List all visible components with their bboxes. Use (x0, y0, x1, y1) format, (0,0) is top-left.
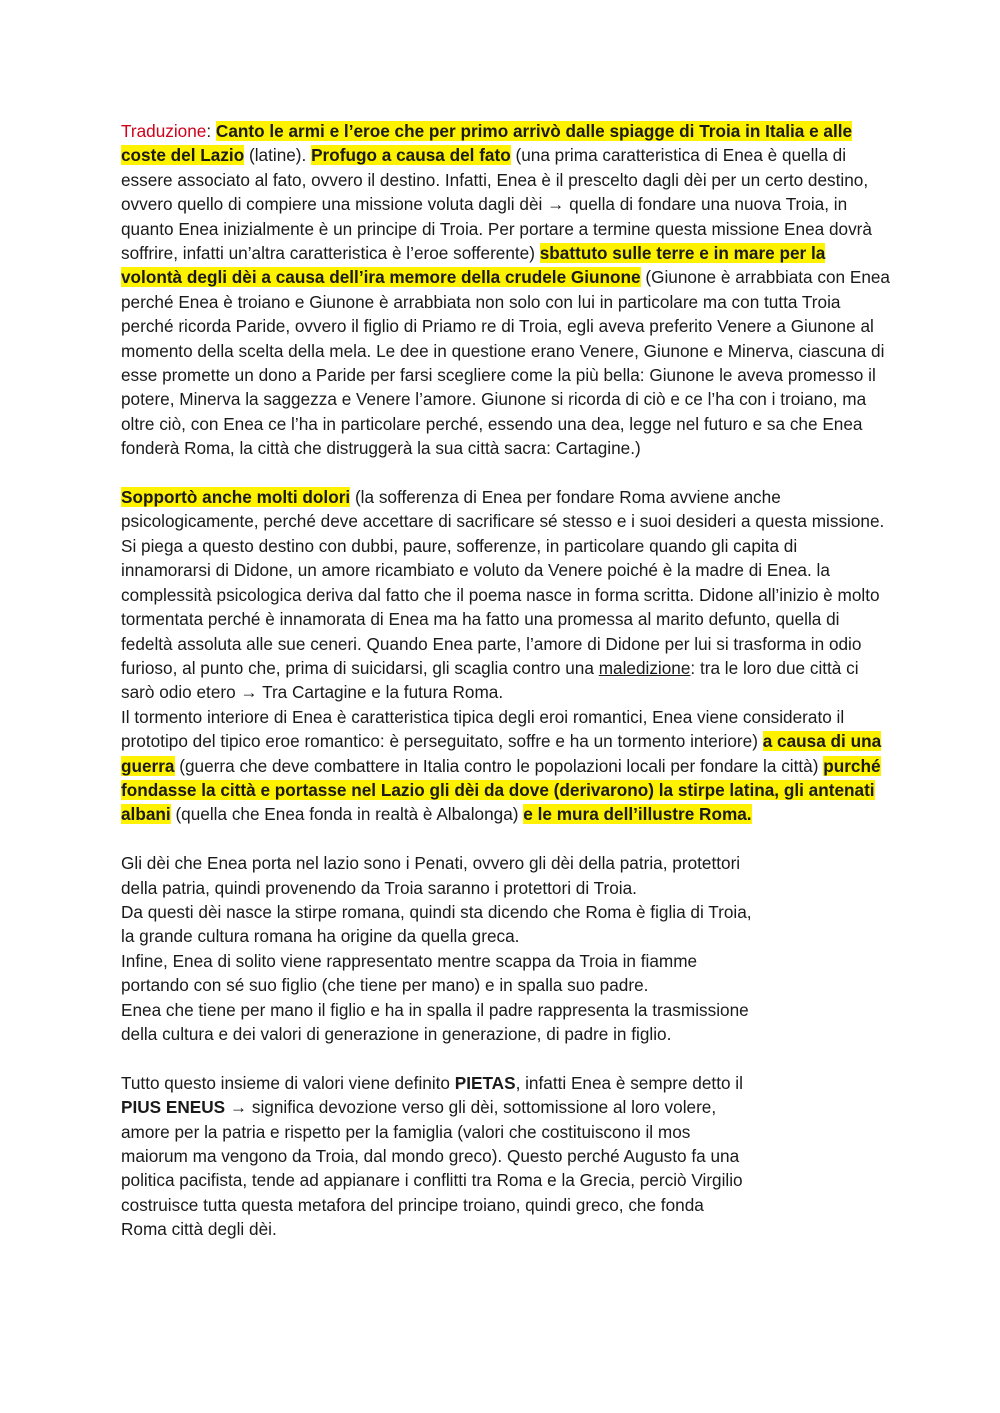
text-line: → significa devozione verso gli dèi, sottomissione al loro volere, (225, 1097, 717, 1118)
text-line: costruisce tutta questa metafora del principe troiano, quindi greco, che fonda (121, 1194, 704, 1215)
bold-pius-eneus: PIUS ENEUS (121, 1097, 226, 1118)
bold-pietas: PIETAS (454, 1072, 516, 1093)
text-line: Infine, Enea di solito viene rappresentato mentre scappa da Troia in fiamme (121, 950, 698, 971)
paragraph-penati (121, 851, 891, 1046)
text-line: maiorum ma vengono da Troia, dal mondo greco). Questo perché Augusto fa una (121, 1146, 740, 1167)
text-fato-note: (una prima caratteristica di Enea è quella di essere associato al fato, ovvero il destino. Infatti, Enea è il prescelto dagli dèi per un certo destino, ovvero quello di compiere una missione voluta dagli dèi → quella di fondare una nuova Troia, in quanto Enea inizialmente è un principe di Troia. Per portare a termine questa missione Enea dovrà soffrire, infatti un’altra caratteristica è l’eroe sofferente) (121, 145, 872, 264)
text-albalonga: (quella che Enea fonda in realtà è Albalonga) (170, 804, 524, 825)
paragraph-pietas (121, 1071, 891, 1242)
paragraph-gap (121, 461, 891, 485)
highlight-profugo: Profugo a causa del fato (311, 145, 511, 166)
paragraph-translation (121, 119, 891, 461)
text-line: politica pacifista, tende ad appianare i conflitti tra Roma e la Grecia, perciò Virgilio (121, 1170, 743, 1191)
text-giunone-note: (Giunone è arrabbiata con Enea perché Enea è troiano e Giunone è arrabbiata non solo con lui in particolare ma con tutta Troia perché ricorda Paride, ovvero il figlio di Priamo re di Troia, egli aveva preferito Venere a Giunone al momento della scelta della mela. Le dee in questione erano Venere, Giunone e Minerva, ciascuna di esse promette un dono a Paride per farsi scegliere come la più bella: Giunone le aveva promesso il potere, Minerva la saggezza e Venere l’amore. Giunone si ricorda di ciò e ce l’ha con i troiano, ma oltre ciò, con Enea ce l’ha in particolare perché, essendo una dea, legge nel futuro e sa che Enea fonderà Roma, la città che distruggerà la sua città sacra: Cartagine.) (121, 267, 890, 459)
text-line: la grande cultura romana ha origine da quella greca. (121, 926, 520, 947)
text-guerra-note: (guerra che deve combattere in Italia contro le popolazioni locali per fondare la città) (174, 755, 824, 776)
label-traduzione: Traduzione (121, 121, 207, 141)
document-page (121, 119, 891, 1242)
highlight-fondasse: purché fondasse la città e portasse nel Lazio gli dèi da dove (derivarono) la stirpe latina, gli antenati albani (121, 755, 881, 825)
paragraph-gap (121, 827, 891, 851)
text-odio-etero: : tra le loro due città ci sarò odio etero → Tra Cartagine e la futura Roma. (121, 657, 859, 703)
text-line: amore per la patria e rispetto per la famiglia (valori che costituiscono il mos (121, 1121, 691, 1142)
text-line: della cultura e dei valori di generazione in generazione, di padre in figlio. (121, 1024, 672, 1044)
text-tormento: Il tormento interiore di Enea è caratteristica tipica degli eroi romantici, Enea viene considerato il prototipo del tipico eroe romantico: è perseguitato, soffre e ha un tormento interiore) (121, 706, 845, 752)
label-colon: : (206, 121, 216, 141)
text-line: Roma città degli dèi. (121, 1219, 277, 1240)
paragraph-dolori (121, 485, 891, 827)
text-line: , infatti Enea è sempre detto il (515, 1072, 743, 1093)
highlight-sopporto: Sopportò anche molti dolori (121, 487, 351, 508)
highlight-sbattuto: sbattuto sulle terre e in mare per la volontà degli dèi a causa dell’ira memore della crudele Giunone (121, 243, 826, 288)
highlight-guerra: a causa di una guerra (121, 731, 882, 776)
text-line: Gli dèi che Enea porta nel lazio sono i Penati, ovvero gli dèi della patria, protettori (121, 853, 741, 874)
text-sofferenza-note: (la sofferenza di Enea per fondare Roma avviene anche psicologicamente, perché deve accettare di sacrificare sé stesso e i suoi desideri a questa missione. Si piega a questo destino con dubbi, paure, sofferenze, in particolare quando gli capita di innamorarsi di Didone, un amore ricambiato e voluto da Venere poiché è la madre di Enea. la complessità psicologica deriva dal fatto che il poema nasce in forma scritta. Didone all’inizio è molto tormentata perché è innamorata di Enea ma ha fatto una promessa al marito defunto, quella di fedeltà assoluta alle sue ceneri. Quando Enea parte, l’amore di Didone per lui si trasforma in odio furioso, al punto che, prima di suicidarsi, gli scaglia contro una (121, 487, 885, 678)
underlined-maledizione: maledizione (598, 657, 691, 678)
text-line: della patria, quindi provenendo da Troia saranno i protettori di Troia. (121, 877, 637, 898)
highlight-mura: e le mura dell’illustre Roma. (523, 804, 752, 825)
text-latine: (latine). (244, 145, 312, 166)
paragraph-gap (121, 1046, 891, 1070)
text-line: Da questi dèi nasce la stirpe romana, quindi sta dicendo che Roma è figlia di Troia, (121, 901, 752, 922)
text-line: Tutto questo insieme di valori viene definito (121, 1072, 455, 1093)
text-line: Enea che tiene per mano il figlio e ha in spalla il padre rappresenta la trasmissione (121, 999, 749, 1020)
text-line: portando con sé suo figlio (che tiene per mano) e in spalla suo padre. (121, 975, 649, 996)
highlight-canto: Canto le armi e l’eroe che per primo arrivò dalle spiagge di Troia in Italia e alle coste del Lazio (121, 121, 853, 166)
